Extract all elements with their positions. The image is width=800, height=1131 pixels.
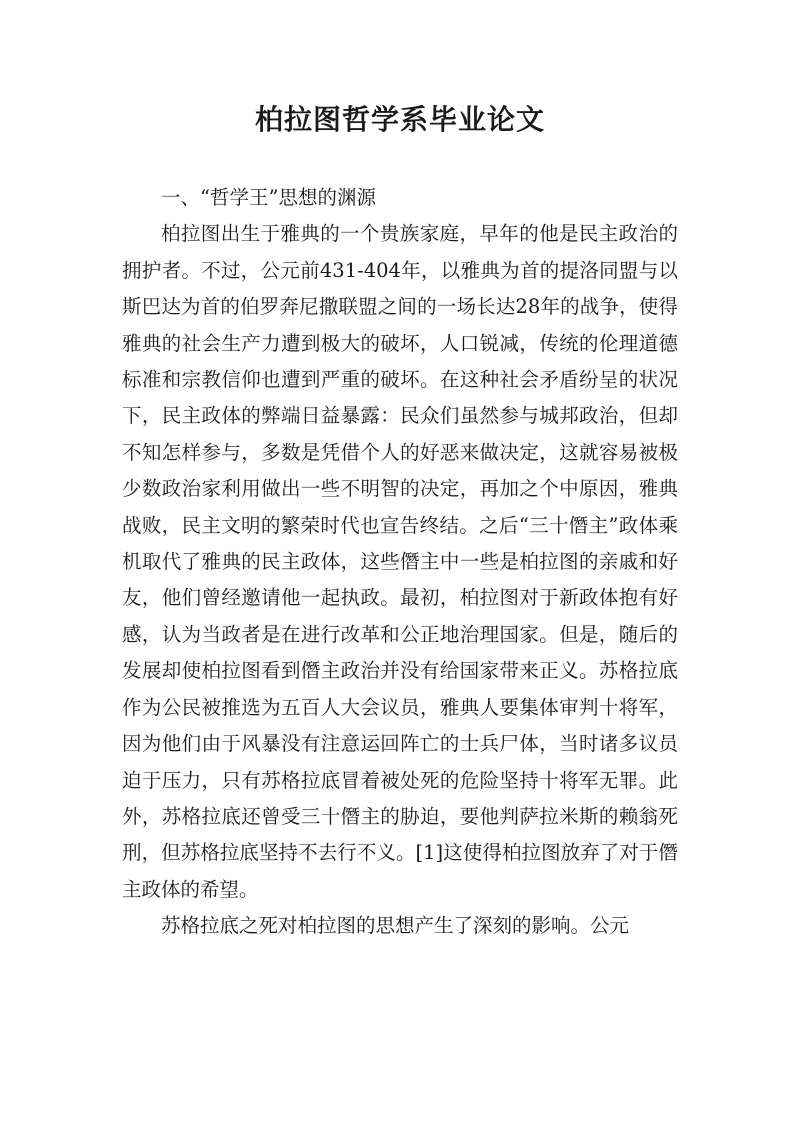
section-heading: 一、“哲学王”思想的渊源 [161, 186, 376, 209]
document-body [122, 180, 678, 945]
body-paragraph-2: 苏格拉底之死对柏拉图的思想产生了深刻的影响。公元 [161, 914, 630, 938]
document-title: 柏拉图哲学系毕业论文 [254, 103, 545, 136]
body-paragraph-1: 柏拉图出生于雅典的一个贵族家庭，早年的他是民主政治的拥护者。不过，公元前431-404年，以雅典为首的提洛同盟与以斯巴达为首的伯罗奔尼撒联盟之间的一场长达28年的战争，使得雅典的社会生产力遭到极大的破坏，人口锐减，传统的伦理道德标准和宗教信仰也遭到严重的破坏。在这种社会矛盾纷呈的状况下，民主政体的弊端日益暴露：民众们虽然参与城邦政治，但却不知怎样参与，多数是凭借个人的好恶来做决定，这就容易被极少数政治家利用做出一些不明智的决定，再加之个中原因，雅典战败，民主文明的繁荣时代也宣告终结。之后“三十僭主”政体乘机取代了雅典的民主政体，这些僭主中一些是柏拉图的亲戚和好友，他们曾经邀请他一起执政。最初，柏拉图对于新政体抱有好感，认为当政者是在进行改革和公正地治理国家。但是，随后的发展却使柏拉图看到僭主政治并没有给国家带来正义。苏格拉底作为公民被推选为五百人大会议员，雅典人要集体审判十将军，因为他们由于风暴没有注意运回阵亡的士兵尸体，当时诸多议员迫于压力，只有苏格拉底冒着被处死的危险坚持十将军无罪。此外，苏格拉底还曾受三十僭主的胁迫，要他判萨拉米斯的赖翁死刑，但苏格拉底坚持不去行不义。[1]这使得柏拉图放弃了对于僭主政体的希望。 [122, 222, 678, 901]
